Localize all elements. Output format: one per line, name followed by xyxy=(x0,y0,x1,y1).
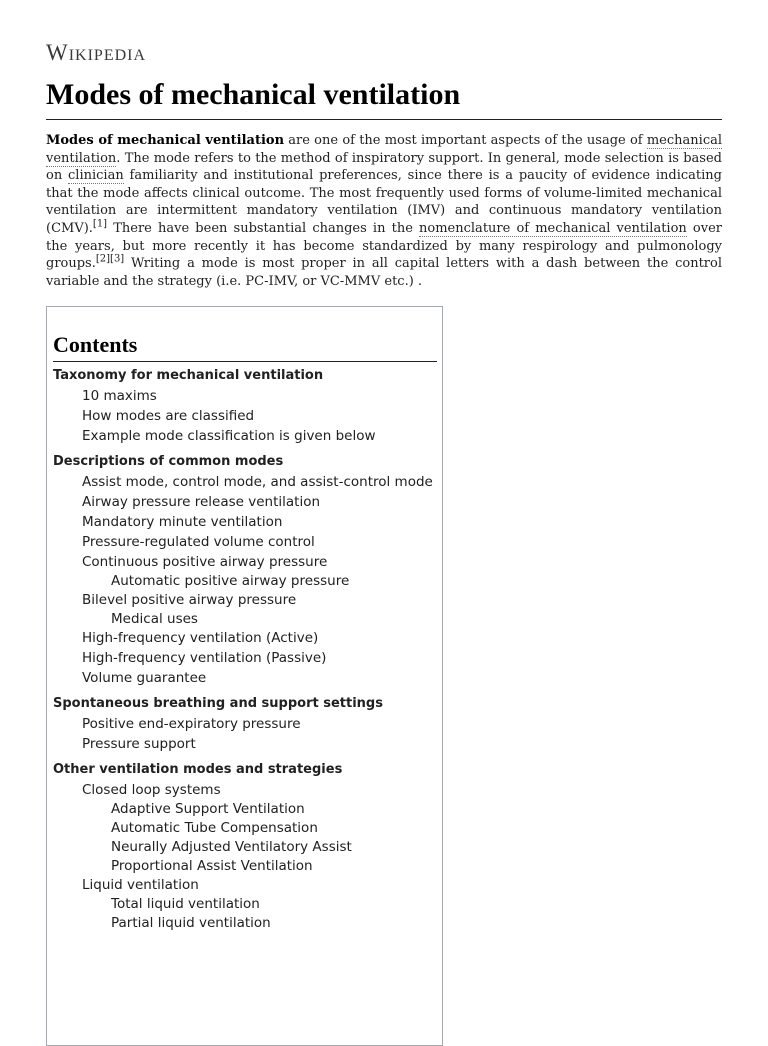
intro-text-3: familiarity and institutional preferences, since there is a paucity of evidence indicating that the mode affects clinical outcome. The most frequently used forms of volume-limited mechanical ventilation are intermittent mandatory ventilation (IMV) and continuous mandatory ventilation (CMV). xyxy=(46,168,722,236)
toc-entry-level-2[interactable]: Bilevel positive airway pressure xyxy=(82,592,297,608)
toc-entry-level-2[interactable]: Example mode classification is given below xyxy=(82,428,376,444)
intro-text-5: over the years, but more recently it has become standardized by many respirology and pulmonology groups. xyxy=(46,220,723,272)
toc-entry-level-3[interactable]: Medical uses xyxy=(111,611,198,627)
table-of-contents xyxy=(46,306,443,1046)
toc-entry-level-2[interactable]: Positive end-expiratory pressure xyxy=(82,716,301,732)
toc-entry-level-3[interactable]: Partial liquid ventilation xyxy=(111,915,271,931)
reference-2[interactable]: [2] xyxy=(95,253,111,265)
toc-entry-level-2[interactable]: Liquid ventilation xyxy=(82,877,199,893)
intro-text-1: are one of the most important aspects of the usage of xyxy=(284,133,647,148)
toc-entry-level-2[interactable]: Closed loop systems xyxy=(82,782,221,798)
toc-entry-level-3[interactable]: Neurally Adjusted Ventilatory Assist xyxy=(111,839,352,855)
toc-entry-level-2[interactable]: Volume guarantee xyxy=(82,670,207,686)
toc-entry-level-3[interactable]: Adaptive Support Ventilation xyxy=(111,801,305,817)
link-nomenclature[interactable]: nomenclature of mechanical ventilation xyxy=(419,220,687,236)
toc-entry-level-2[interactable]: How modes are classified xyxy=(82,408,255,424)
toc-entry-level-2[interactable]: Pressure-regulated volume control xyxy=(82,534,315,550)
intro-text-6: Writing a mode is most proper in all capital letters with a dash between the control variable and the strategy (i.e. PC-IMV, or VC-MMV etc.) . xyxy=(46,256,722,289)
intro-text-2: . The mode refers to the method of inspiratory support. In general, mode selection is based on xyxy=(46,150,722,184)
toc-entry-level-1[interactable]: Taxonomy for mechanical ventilation xyxy=(53,368,324,383)
toc-entry-level-2[interactable]: High-frequency ventilation (Passive) xyxy=(82,650,327,666)
reference-3[interactable]: [3] xyxy=(110,253,125,265)
toc-entry-level-3[interactable]: Automatic positive airway pressure xyxy=(111,573,350,589)
toc-entry-level-2[interactable]: Pressure support xyxy=(82,736,196,752)
page-title: Modes of mechanical ventilation xyxy=(46,76,722,120)
reference-1[interactable]: [1] xyxy=(92,218,108,230)
wikipedia-wordmark[interactable] xyxy=(46,40,146,66)
toc-entry-level-1[interactable]: Other ventilation modes and strategies xyxy=(53,762,343,777)
toc-entry-level-3[interactable]: Total liquid ventilation xyxy=(111,896,260,912)
link-mechanical-ventilation[interactable]: mechanical ventilation xyxy=(46,133,723,166)
wordmark-text: Wikipedia xyxy=(46,40,147,65)
toc-entry-level-2[interactable]: Airway pressure release ventilation xyxy=(82,494,321,510)
toc-entry-level-2[interactable]: 10 maxims xyxy=(82,388,157,404)
toc-entry-level-2[interactable]: High-frequency ventilation (Active) xyxy=(82,630,319,646)
intro-lead-bold: Modes of mechanical ventilation xyxy=(46,133,285,148)
toc-entry-level-1[interactable]: Descriptions of common modes xyxy=(53,454,284,469)
toc-title: Contents xyxy=(53,331,437,362)
toc-entry-level-3[interactable]: Proportional Assist Ventilation xyxy=(111,858,313,874)
toc-entry-level-2[interactable]: Mandatory minute ventilation xyxy=(82,514,283,530)
link-clinician[interactable]: clinician xyxy=(68,168,124,184)
toc-entry-level-3[interactable]: Automatic Tube Compensation xyxy=(111,820,318,836)
toc-entry-level-2[interactable]: Assist mode, control mode, and assist-control mode xyxy=(82,474,433,490)
toc-entry-level-1[interactable]: Spontaneous breathing and support settings xyxy=(53,696,383,711)
intro-paragraph xyxy=(46,132,722,290)
intro-text-4: There have been substantial changes in the xyxy=(107,220,420,236)
toc-entry-level-2[interactable]: Continuous positive airway pressure xyxy=(82,554,328,570)
